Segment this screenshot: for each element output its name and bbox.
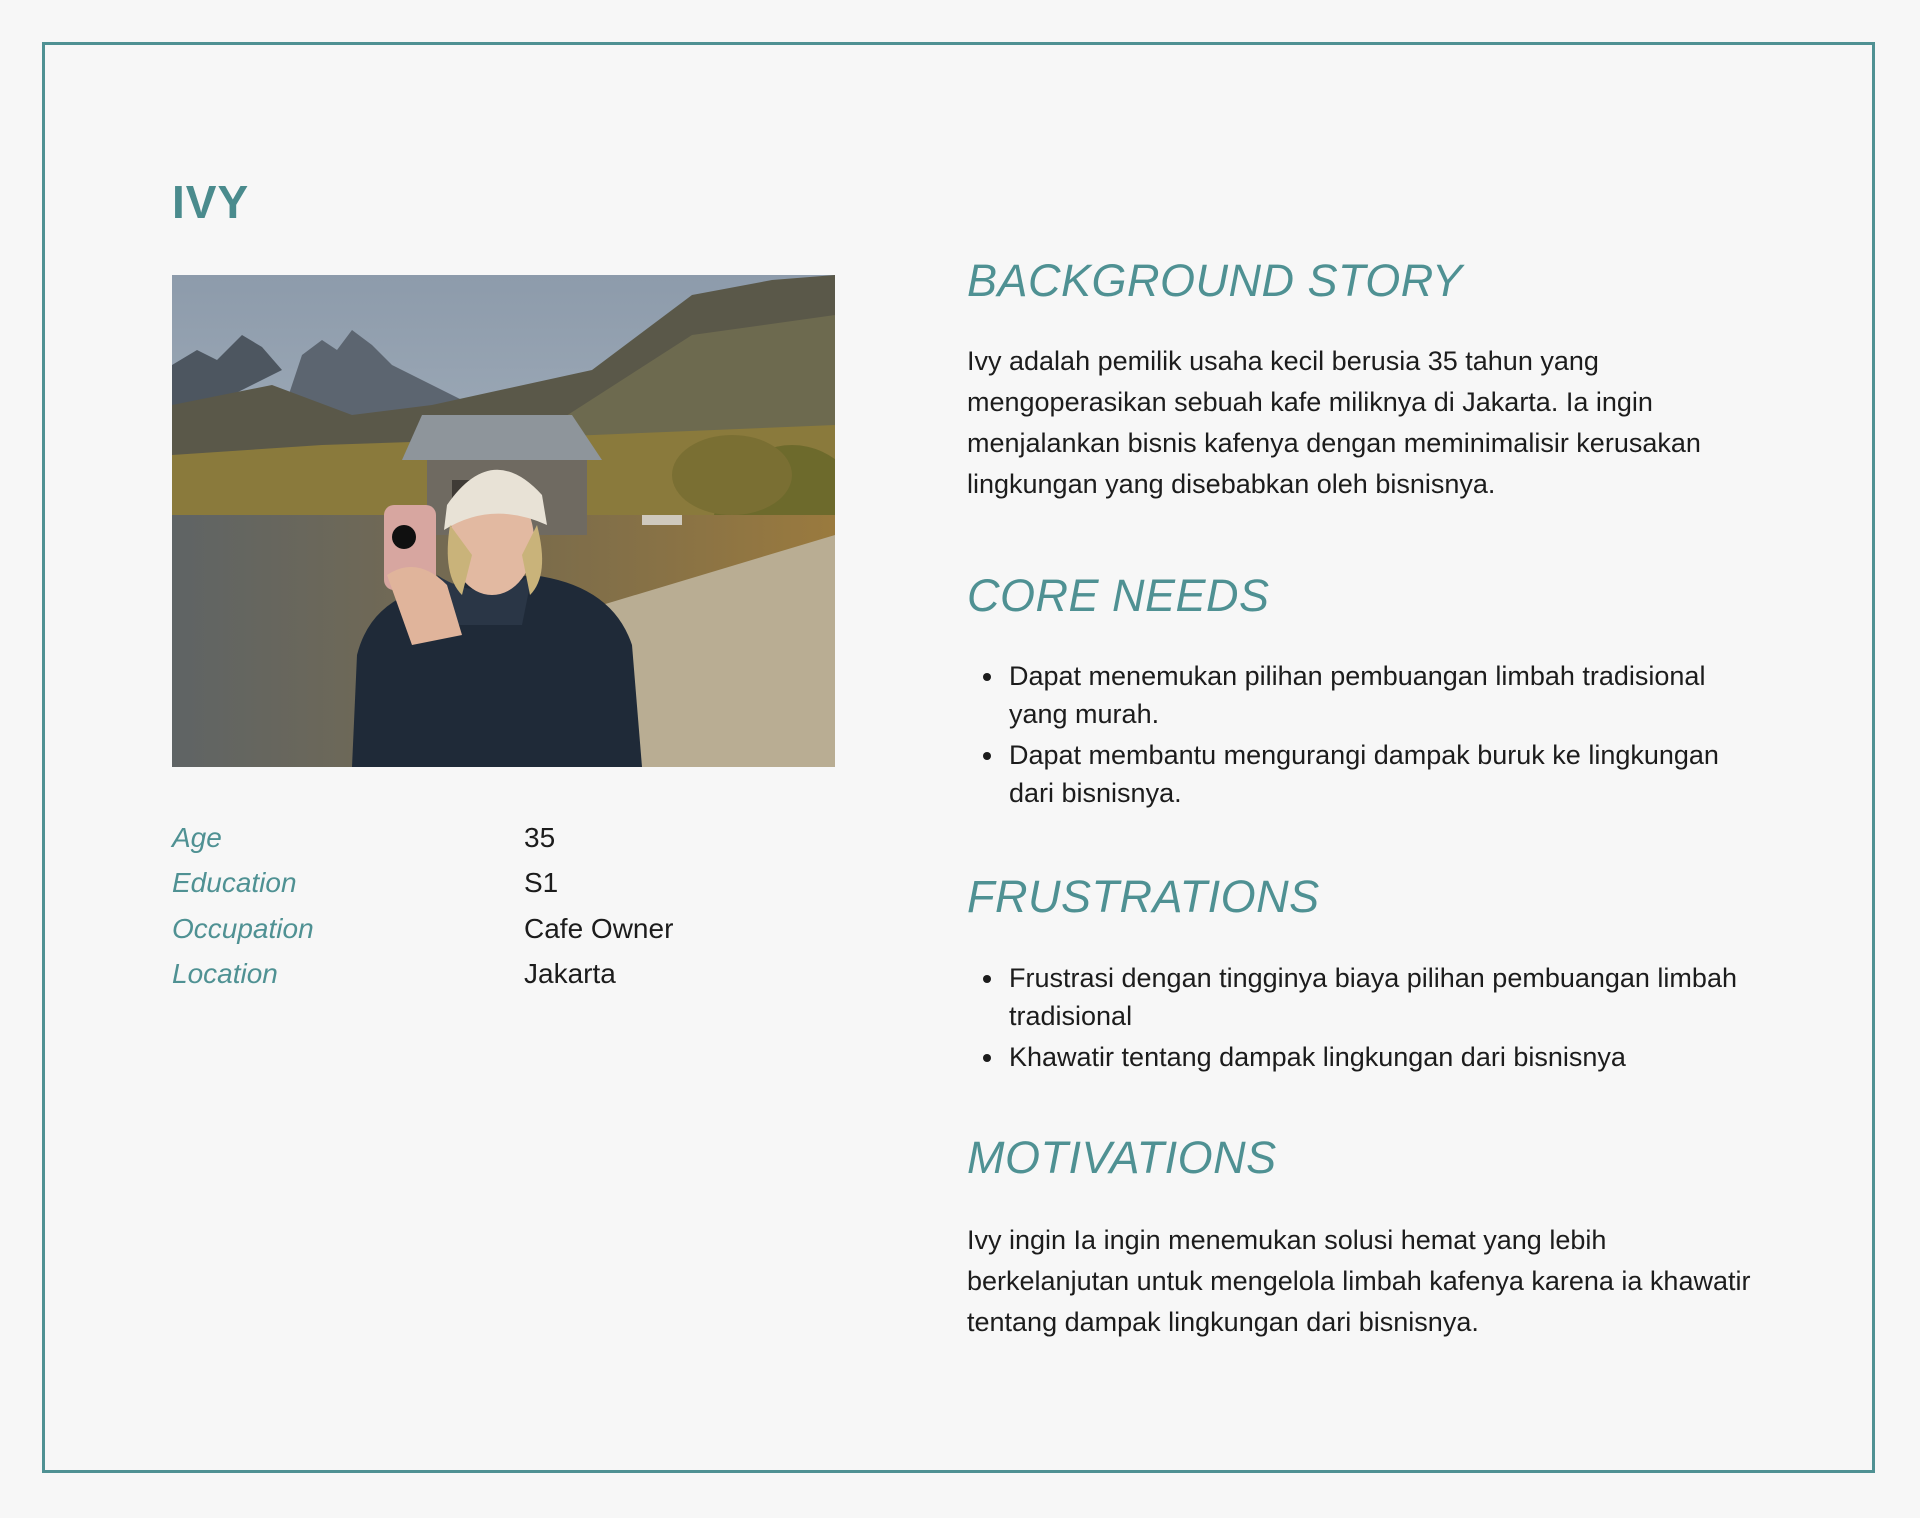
fact-label: Location — [172, 958, 278, 990]
list-item: Dapat menemukan pilihan pembuangan limbah tradisional yang murah. — [967, 657, 1757, 733]
fact-value: Cafe Owner — [524, 912, 674, 944]
persona-facts — [172, 815, 872, 997]
fact-value: Jakarta — [524, 958, 616, 990]
fact-row-occupation — [172, 906, 872, 952]
persona-name: IVY — [172, 176, 250, 228]
background-story-heading: BACKGROUND STORY — [967, 255, 1463, 306]
core-needs-list — [967, 657, 1757, 815]
list-item: Dapat membantu mengurangi dampak buruk ke lingkungan dari bisnisnya. — [967, 736, 1757, 812]
fact-label: Age — [172, 821, 222, 853]
motivations-heading: MOTIVATIONS — [967, 1132, 1277, 1183]
list-item: Khawatir tentang dampak lingkungan dari bisnisnya — [967, 1038, 1757, 1076]
fact-row-location — [172, 952, 872, 998]
frustrations-heading: FRUSTRATIONS — [967, 871, 1320, 922]
frustrations-list — [967, 959, 1757, 1079]
fact-row-age — [172, 815, 872, 861]
fact-label: Education — [172, 867, 297, 899]
persona-photo — [172, 275, 835, 767]
motivations-text: Ivy ingin Ia ingin menemukan solusi hemat yang lebih berkelanjutan untuk mengelola limbah kafenya karena ia khawatir tentang dampak lingkungan dari bisnisnya. — [967, 1225, 1751, 1337]
list-item: Frustrasi dengan tingginya biaya pilihan pembuangan limbah tradisional — [967, 959, 1757, 1035]
core-needs-heading: CORE NEEDS — [967, 570, 1270, 621]
background-story-text: Ivy adalah pemilik usaha kecil berusia 35 tahun yang mengoperasikan sebuah kafe miliknya di Jakarta. Ia ingin menjalankan bisnis kafenya dengan meminimalisir kerusakan lingkungan yang disebabkan oleh bisnisnya. — [967, 346, 1701, 499]
fact-row-education — [172, 861, 872, 907]
persona-card — [42, 42, 1875, 1473]
fact-value: S1 — [524, 867, 559, 899]
fact-value: 35 — [524, 821, 556, 853]
fact-label: Occupation — [172, 912, 314, 944]
